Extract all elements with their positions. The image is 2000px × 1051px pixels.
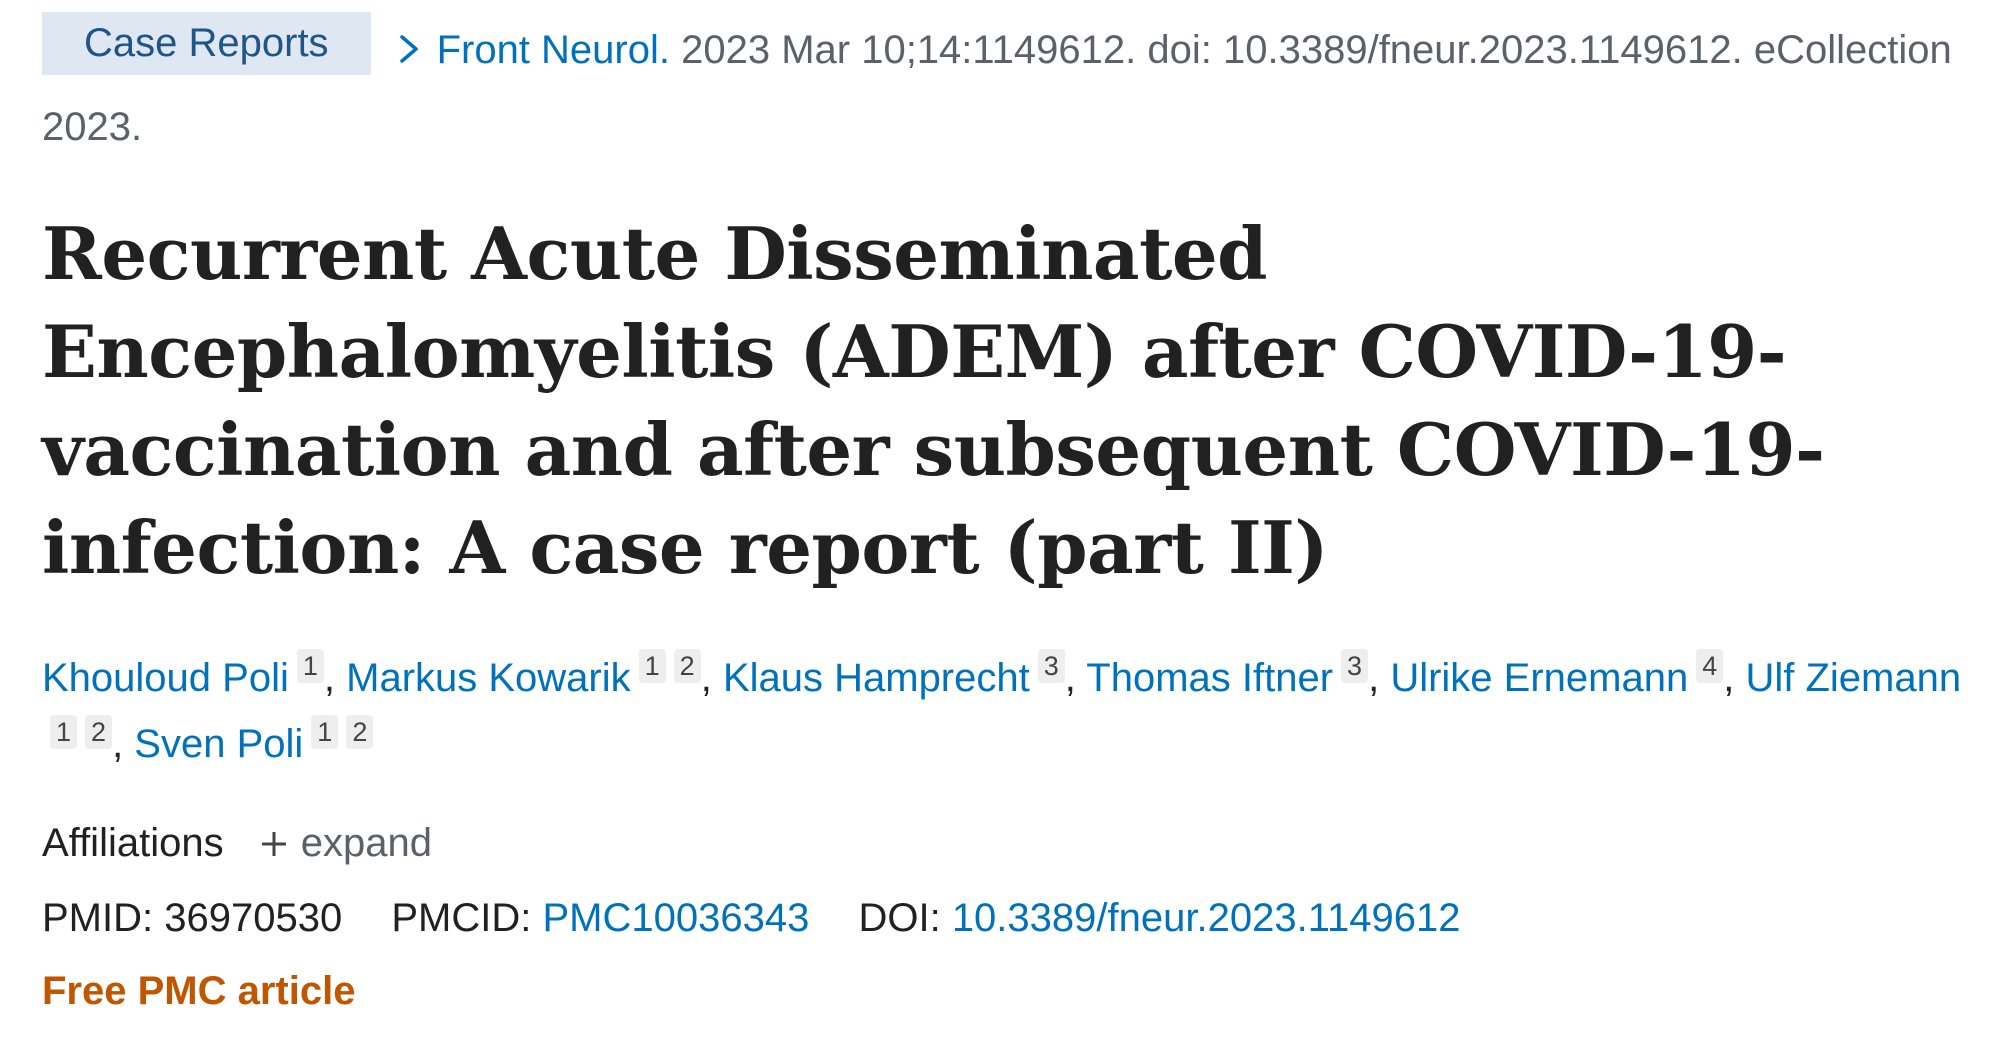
pmid-label: PMID: [42,896,154,940]
author-separator: , [112,722,135,766]
affiliation-number[interactable]: 3 [1341,649,1368,683]
affiliation-number[interactable]: 3 [1038,649,1065,683]
pmid-value: 36970530 [164,896,343,940]
affiliation-number[interactable]: 1 [639,649,666,683]
author-link[interactable]: Sven Poli [134,722,304,766]
author-list [42,645,1972,777]
affiliation-number[interactable]: 2 [85,715,112,749]
affiliations-label: Affiliations [42,821,224,865]
pmid [42,890,342,946]
author-link[interactable]: Thomas Iftner [1086,656,1334,700]
affiliations-expand-button[interactable] [259,815,432,871]
author-link[interactable]: Markus Kowarik [346,656,631,700]
affiliation-number[interactable]: 2 [346,715,373,749]
author-link[interactable]: Ulrike Ernemann [1390,656,1689,700]
affiliation-number[interactable]: 2 [674,649,701,683]
affiliation-number[interactable]: 1 [50,715,77,749]
free-pmc-article-link[interactable]: Free PMC article [42,969,356,1013]
doi [858,890,1460,946]
affiliation-number[interactable]: 4 [1696,649,1723,683]
doi-label: DOI: [858,896,941,940]
author-separator: , [1723,656,1746,700]
chevron-right-icon [393,29,425,69]
citation-details: 2023 Mar 10;14:1149612. doi: 10.3389/fneur.2023.1149612. eCollection 2023. [42,28,1952,149]
affiliations-section [42,815,432,871]
affiliation-number[interactable]: 1 [311,715,338,749]
author-separator: , [1064,656,1087,700]
pmcid-link[interactable]: PMC10036343 [542,896,810,940]
author-separator: , [1368,656,1391,700]
article-title: Recurrent Acute Disseminated Encephalomyelitis (ADEM) after COVID-19-vaccination and after subsequent COVID-19-infection: A case report (part II) [42,211,1825,590]
publication-type-badge[interactable]: Case Reports [42,12,371,75]
author-link[interactable]: Khouloud Poli [42,656,289,700]
affiliation-number[interactable]: 1 [297,649,324,683]
expand-label: expand [300,821,432,865]
identifiers-line [42,890,1498,946]
doi-link[interactable]: 10.3389/fneur.2023.1149612 [951,896,1461,940]
author-separator: , [323,656,347,700]
pmcid [391,890,809,946]
citation-line [42,12,1962,166]
author-separator: , [700,656,723,700]
author-link[interactable]: Ulf Ziemann [1745,656,1962,700]
pmcid-label: PMCID: [391,896,532,940]
author-link[interactable]: Klaus Hamprecht [722,656,1030,700]
journal-link[interactable]: Front Neurol. [436,28,670,72]
plus-icon [259,829,289,859]
